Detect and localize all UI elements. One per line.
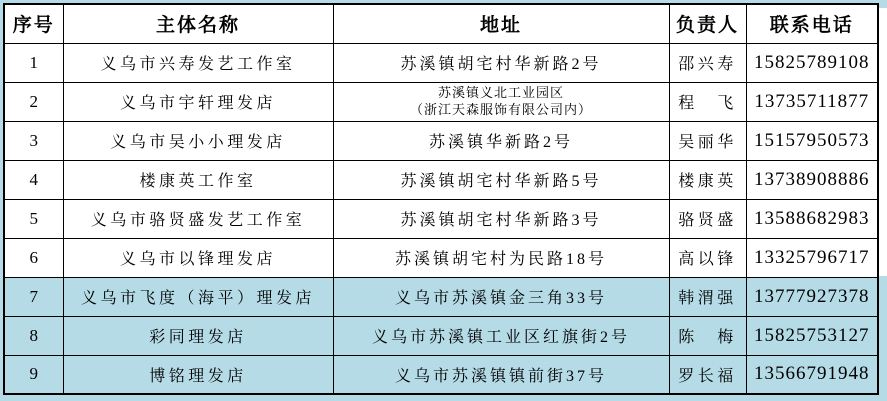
- table-row: [4, 355, 878, 394]
- cell-name: 义乌市兴寿发艺工作室: [63, 43, 333, 82]
- cell-person: 高以锋: [669, 238, 746, 277]
- table-row: [4, 160, 878, 199]
- address-line-1: 义乌市苏溪镇镇前街37号: [394, 367, 607, 385]
- column-header-name: 主体名称: [63, 4, 333, 43]
- cell-no: 9: [4, 355, 63, 394]
- cell-no: 7: [4, 277, 63, 316]
- cell-address: [333, 160, 669, 199]
- cell-no: 3: [4, 121, 63, 160]
- cell-phone: 13588682983: [746, 199, 878, 238]
- cell-phone: 13566791948: [746, 355, 878, 394]
- address-line-1: 义乌市苏溪镇工业区红旗街2号: [371, 329, 630, 346]
- cell-no: 2: [4, 82, 63, 121]
- cell-address: [333, 199, 669, 238]
- cell-person: 楼康英: [669, 160, 746, 199]
- cell-name: 义乌市骆贤盛发艺工作室: [63, 199, 333, 238]
- cell-name: 义乌市吴小小理发店: [63, 121, 333, 160]
- table-row: [4, 238, 878, 277]
- page-margin-bottom: [0, 395, 887, 401]
- column-header-no: 序号: [4, 4, 63, 43]
- cell-address: [333, 316, 669, 355]
- address-line-1: 苏溪镇华新路2号: [428, 134, 573, 151]
- table-row: [4, 199, 878, 238]
- address-line-1: 苏溪镇胡宅村华新路5号: [400, 173, 602, 190]
- cell-person: 陈 梅: [669, 316, 746, 355]
- cell-name: 义乌市宇轩理发店: [63, 82, 333, 121]
- table-row: [4, 277, 878, 316]
- table-header-row: [4, 4, 878, 43]
- address-line-1: 义乌市苏溪镇金三角33号: [394, 290, 607, 307]
- table-row: [4, 316, 878, 355]
- address-line-2: （浙江天森服饰有限公司内）: [409, 101, 592, 117]
- business-table: [3, 3, 879, 395]
- table-row: [4, 43, 878, 82]
- cell-address: [333, 355, 669, 394]
- address-line-1: 苏溪镇胡宅村华新路3号: [400, 212, 602, 229]
- table-row: [4, 82, 878, 121]
- column-header-person: 负责人: [669, 4, 746, 43]
- table-row: [4, 121, 878, 160]
- cell-phone: 15157950573: [746, 121, 878, 160]
- cell-name: 彩同理发店: [63, 316, 333, 355]
- cell-address: [333, 121, 669, 160]
- column-header-address: 地址: [333, 4, 669, 43]
- cell-person: 程 飞: [669, 82, 746, 121]
- column-header-phone: 联系电话: [746, 4, 878, 43]
- cell-address: [333, 238, 669, 277]
- cell-phone: 15825789108: [746, 43, 878, 82]
- cell-person: 罗长福: [669, 355, 746, 394]
- cell-name: 义乌市以锋理发店: [63, 238, 333, 277]
- cell-phone: 13325796717: [746, 238, 878, 277]
- cell-person: 吴丽华: [669, 121, 746, 160]
- address-line-1: 苏溪镇胡宅村华新路2号: [400, 56, 602, 73]
- cell-no: 6: [4, 238, 63, 277]
- cell-phone: 13735711877: [746, 82, 878, 121]
- cell-no: 1: [4, 43, 63, 82]
- cell-person: 骆贤盛: [669, 199, 746, 238]
- cell-address: [333, 277, 669, 316]
- cell-no: 4: [4, 160, 63, 199]
- cell-address: [333, 43, 669, 82]
- cell-no: 8: [4, 316, 63, 355]
- cell-name: 义乌市飞度（海平）理发店: [63, 277, 333, 316]
- address-line-1: 苏溪镇胡宅村为民路18号: [394, 251, 607, 268]
- cell-name: 博铭理发店: [63, 355, 333, 394]
- cell-phone: 13738908886: [746, 160, 878, 199]
- address-line-1: 苏溪镇义北工业园区: [437, 85, 564, 101]
- cell-address: [333, 82, 669, 121]
- cell-name: 楼康英工作室: [63, 160, 333, 199]
- cell-phone: 13777927378: [746, 277, 878, 316]
- cell-person: 韩渭强: [669, 277, 746, 316]
- cell-no: 5: [4, 199, 63, 238]
- cell-person: 邵兴寿: [669, 43, 746, 82]
- cell-phone: 15825753127: [746, 316, 878, 355]
